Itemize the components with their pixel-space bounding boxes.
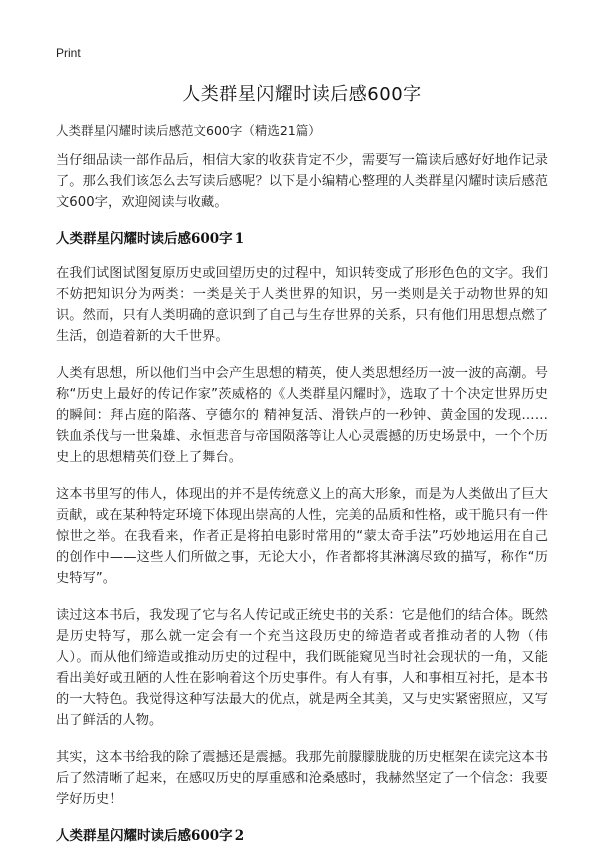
section-heading bbox=[56, 826, 548, 846]
intro-paragraph: 当仔细品读一部作品后，相信大家的收获肯定不少，需要写一篇读后感好好地作记录了。那么我们该怎么去写读后感呢？以下是小编精心整理的人类群星闪耀时读后感范文600字，欢迎阅读与收藏。 bbox=[56, 153, 548, 210]
section-number: 2 bbox=[234, 828, 245, 844]
section-heading bbox=[56, 229, 548, 249]
document-body bbox=[56, 150, 548, 860]
section-heading-text: 人类群星闪耀时读后感600字 bbox=[56, 828, 233, 844]
body-paragraph: 读过这本书后，我发现了它与名人传记或正统史书的关系：它是他们的结合体。既然是历史特写，那么就一定会有一个充当这段历史的缔造者或者推动者的人物（伟人）。而从他们缔造或推动历史的过程中，我们既能窥见当时社会现状的一角，又能看出美好或丑陋的人性在影响着这个历史事件。有人有事，人和事相互衬托，是本书的一大特色。我觉得这种写法最大的优点，就是两全其美，又与史实紧密照应，又写出了鲜活的人物。 bbox=[56, 608, 548, 728]
body-paragraph: 在我们试图试图复原历史或回望历史的过程中，知识转变成了形形色色的文字。我们不妨把知识分为两类：一类是关于人类世界的知识，另一类则是关于动物世界的知识。然而，只有人类明确的意识到了自己与生存世界的关系，只有他们用思想点燃了生活，创造着新的大千世界。 bbox=[56, 266, 548, 344]
page-title: 人类群星闪耀时读后感600字 bbox=[182, 84, 422, 105]
page-subtitle: 人类群星闪耀时读后感范文600字（精选21篇） bbox=[56, 123, 321, 138]
body-paragraph: 这本书里写的伟人，体现出的并不是传统意义上的高大形象，而是为人类做出了巨大贡献，或在某种特定环境下体现出崇高的人性，完美的品质和性格，或干脆只有一件惊世之举。在我看来，作者正是将拍电影时常用的“蒙太奇手法”巧妙地运用在自己的创作中——这些人们所做之事，无论大小，作者都将其淋漓尽致的描写，称作“历史特写”。 bbox=[56, 487, 548, 586]
section-number: 1 bbox=[234, 231, 245, 247]
body-paragraph: 人类有思想，所以他们当中会产生思想的精英，使人类思想经历一波一波的高潮。号称“历史上最好的传记作家”茨威格的《人类群星闪耀时》，选取了十个决定世界历史的瞬间：拜占庭的陷落、亨德尔的 精神复活、滑铁卢的一秒钟、黄金国的发现……铁血杀伐与一世枭雄、永恒悲音与帝国陨落等让人心灵震撼的历史场景中，一个个历史上的思想精英们登上了舞台。 bbox=[56, 366, 548, 465]
print-link[interactable]: Print bbox=[56, 46, 81, 60]
section-heading-text: 人类群星闪耀时读后感600字 bbox=[56, 231, 233, 247]
body-paragraph: 其实，这本书给我的除了震撼还是震撼。我那先前朦朦胧胧的历史框架在读完这本书后了然清晰了起来，在感叹历史的厚重感和沧桑感时，我赫然坚定了一个信念：我要学好历史！ bbox=[56, 750, 548, 807]
